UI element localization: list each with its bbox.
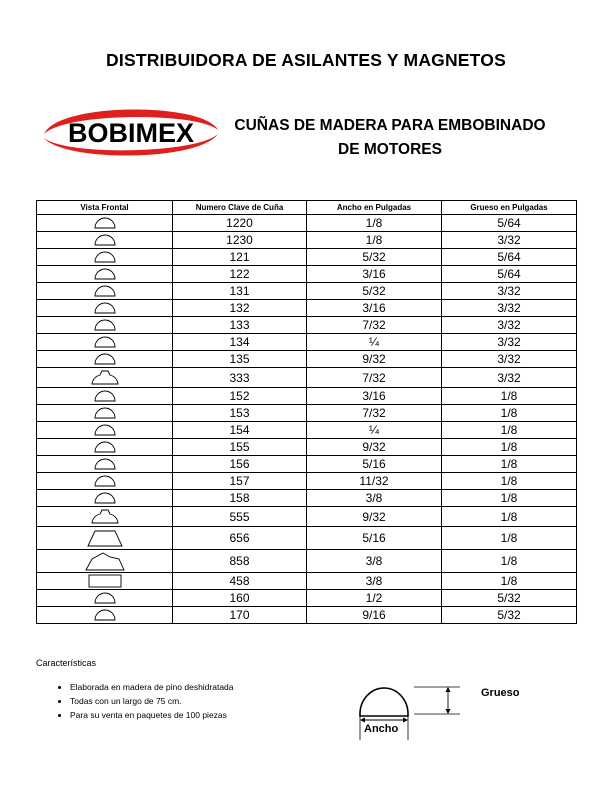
grueso-cell: 3/32 <box>442 368 577 388</box>
ancho-arrow-right <box>403 718 408 723</box>
ancho-cell: 11/32 <box>307 473 442 490</box>
feature-item: • Para su venta en paquetes de 100 piezas <box>70 708 234 722</box>
arch-profile-icon <box>92 423 118 437</box>
vista-frontal-cell <box>37 573 173 590</box>
table-row <box>37 507 577 527</box>
code-cell: 135 <box>173 351 307 368</box>
code-cell: 121 <box>173 249 307 266</box>
grueso-cell: 1/8 <box>442 405 577 422</box>
vista-frontal-cell <box>37 351 173 368</box>
ancho-cell: 9/32 <box>307 351 442 368</box>
vista-frontal-cell <box>37 266 173 283</box>
arch-profile-icon <box>92 389 118 403</box>
code-cell: 170 <box>173 607 307 624</box>
grueso-cell: 1/8 <box>442 439 577 456</box>
code-cell: 133 <box>173 317 307 334</box>
arch-profile-icon <box>92 216 118 230</box>
grueso-cell: 3/32 <box>442 232 577 249</box>
rectangle-profile-icon <box>87 573 123 589</box>
arch-profile-icon <box>92 318 118 332</box>
grueso-cell: 3/32 <box>442 300 577 317</box>
vista-frontal-cell <box>37 422 173 439</box>
feature-item: • Todas con un largo de 75 cm. <box>70 694 234 708</box>
arch-profile-icon <box>92 284 118 298</box>
table-row <box>37 300 577 317</box>
ancho-cell: 1/8 <box>307 215 442 232</box>
table-row <box>37 317 577 334</box>
ancho-cell: 5/16 <box>307 456 442 473</box>
grueso-cell: 5/64 <box>442 215 577 232</box>
vista-frontal-cell <box>37 607 173 624</box>
grueso-arrow-down <box>446 709 451 714</box>
code-cell: 122 <box>173 266 307 283</box>
vista-frontal-cell <box>37 473 173 490</box>
vista-frontal-cell <box>37 590 173 607</box>
vista-frontal-cell <box>37 283 173 300</box>
table-row <box>37 590 577 607</box>
grueso-cell: 1/8 <box>442 490 577 507</box>
table-row <box>37 573 577 590</box>
arch-profile-icon <box>92 267 118 281</box>
ancho-cell: 5/32 <box>307 249 442 266</box>
vista-frontal-cell <box>37 300 173 317</box>
code-cell: 158 <box>173 490 307 507</box>
code-cell: 1230 <box>173 232 307 249</box>
header-numero-clave: Numero Clave de Cuña <box>173 201 307 215</box>
peaked-profile-icon <box>83 551 127 572</box>
wedge-profile-shape <box>360 688 408 716</box>
grueso-cell: 5/64 <box>442 266 577 283</box>
notched-arch-profile-icon <box>89 508 121 525</box>
features-title: Características <box>36 658 97 668</box>
grueso-cell: 1/8 <box>442 507 577 527</box>
grueso-cell: 5/64 <box>442 249 577 266</box>
arch-profile-icon <box>92 491 118 505</box>
grueso-cell: 1/8 <box>442 456 577 473</box>
ancho-cell: 3/16 <box>307 388 442 405</box>
vista-frontal-cell <box>37 456 173 473</box>
vista-frontal-cell <box>37 368 173 388</box>
code-cell: 131 <box>173 283 307 300</box>
table-row <box>37 351 577 368</box>
table-row <box>37 527 577 550</box>
ancho-label: Ancho <box>364 723 399 735</box>
arch-profile-icon <box>92 591 118 605</box>
table-header-row <box>37 201 577 215</box>
vista-frontal-cell <box>37 388 173 405</box>
code-cell: 155 <box>173 439 307 456</box>
table-row <box>37 490 577 507</box>
arch-profile-icon <box>92 608 118 622</box>
code-cell: 134 <box>173 334 307 351</box>
vista-frontal-cell <box>37 439 173 456</box>
ancho-cell: 7/32 <box>307 405 442 422</box>
grueso-cell: 1/8 <box>442 573 577 590</box>
ancho-cell: ¼ <box>307 334 442 351</box>
ancho-cell: 5/16 <box>307 527 442 550</box>
code-cell: 154 <box>173 422 307 439</box>
ancho-cell: 7/32 <box>307 317 442 334</box>
vista-frontal-cell <box>37 249 173 266</box>
table-row <box>37 456 577 473</box>
code-cell: 156 <box>173 456 307 473</box>
ancho-cell: 3/8 <box>307 490 442 507</box>
grueso-cell: 3/32 <box>442 334 577 351</box>
wedge-table <box>36 200 577 624</box>
arch-profile-icon <box>92 474 118 488</box>
table-row <box>37 334 577 351</box>
table-row <box>37 232 577 249</box>
vista-frontal-cell <box>37 215 173 232</box>
grueso-cell: 1/8 <box>442 422 577 439</box>
product-title-line2: DE MOTORES <box>338 141 442 158</box>
feature-item: • Elaborada en madera de pino deshidratada <box>70 680 234 694</box>
vista-frontal-cell <box>37 490 173 507</box>
table-row <box>37 550 577 573</box>
grueso-cell: 1/8 <box>442 527 577 550</box>
vista-frontal-cell <box>37 527 173 550</box>
vista-frontal-cell <box>37 317 173 334</box>
header-ancho: Ancho en Pulgadas <box>307 201 442 215</box>
arch-profile-icon <box>92 406 118 420</box>
ancho-cell: 7/32 <box>307 368 442 388</box>
code-cell: 1220 <box>173 215 307 232</box>
vista-frontal-cell <box>37 405 173 422</box>
table-row <box>37 388 577 405</box>
ancho-cell: 5/32 <box>307 283 442 300</box>
code-cell: 858 <box>173 550 307 573</box>
grueso-cell: 3/32 <box>442 351 577 368</box>
code-cell: 160 <box>173 590 307 607</box>
product-title <box>210 114 570 162</box>
header-vista-frontal: Vista Frontal <box>37 201 173 215</box>
ancho-arrow-left <box>360 718 365 723</box>
trapezoid-profile-icon <box>85 528 125 548</box>
grueso-cell: 3/32 <box>442 283 577 300</box>
ancho-cell: 1/2 <box>307 590 442 607</box>
table-row <box>37 422 577 439</box>
code-cell: 333 <box>173 368 307 388</box>
table-body <box>37 215 577 624</box>
arch-profile-icon <box>92 250 118 264</box>
arch-profile-icon <box>92 335 118 349</box>
code-cell: 458 <box>173 573 307 590</box>
ancho-cell: 9/32 <box>307 507 442 527</box>
ancho-cell: 3/16 <box>307 266 442 283</box>
vista-frontal-cell <box>37 232 173 249</box>
code-cell: 152 <box>173 388 307 405</box>
ancho-cell: 9/16 <box>307 607 442 624</box>
arch-profile-icon <box>92 233 118 247</box>
vista-frontal-cell <box>37 550 173 573</box>
code-cell: 555 <box>173 507 307 527</box>
vista-frontal-cell <box>37 334 173 351</box>
grueso-cell: 3/32 <box>442 317 577 334</box>
code-cell: 157 <box>173 473 307 490</box>
arch-profile-icon <box>92 457 118 471</box>
bobimex-logo <box>38 100 224 166</box>
grueso-cell: 1/8 <box>442 550 577 573</box>
vista-frontal-cell <box>37 507 173 527</box>
arch-profile-icon <box>92 301 118 315</box>
arch-profile-icon <box>92 352 118 366</box>
header-grueso: Grueso en Pulgadas <box>442 201 577 215</box>
ancho-cell: 3/8 <box>307 573 442 590</box>
table-row <box>37 368 577 388</box>
table-row <box>37 439 577 456</box>
features-list <box>54 680 234 722</box>
code-cell: 153 <box>173 405 307 422</box>
company-header: DISTRIBUIDORA DE ASILANTES Y MAGNETOS <box>106 50 506 70</box>
grueso-label: Grueso <box>481 687 520 699</box>
product-title-line1: CUÑAS DE MADERA PARA EMBOBINADO <box>234 117 546 134</box>
ancho-cell: 1/8 <box>307 232 442 249</box>
table-row <box>37 215 577 232</box>
grueso-cell: 1/8 <box>442 473 577 490</box>
table-row <box>37 266 577 283</box>
ancho-cell: 3/16 <box>307 300 442 317</box>
table-row <box>37 283 577 300</box>
table-row <box>37 405 577 422</box>
wedge-dimension-diagram <box>350 674 540 740</box>
grueso-cell: 5/32 <box>442 590 577 607</box>
grueso-arrow-up <box>446 687 451 692</box>
grueso-cell: 5/32 <box>442 607 577 624</box>
ancho-cell: ¼ <box>307 422 442 439</box>
table-row <box>37 473 577 490</box>
table-row <box>37 249 577 266</box>
code-cell: 656 <box>173 527 307 550</box>
table-row <box>37 607 577 624</box>
ancho-cell: 3/8 <box>307 550 442 573</box>
arch-profile-icon <box>92 440 118 454</box>
logo-text: BOBIMEX <box>67 118 195 148</box>
ancho-cell: 9/32 <box>307 439 442 456</box>
code-cell: 132 <box>173 300 307 317</box>
grueso-cell: 1/8 <box>442 388 577 405</box>
notched-arch-profile-icon <box>89 369 121 386</box>
